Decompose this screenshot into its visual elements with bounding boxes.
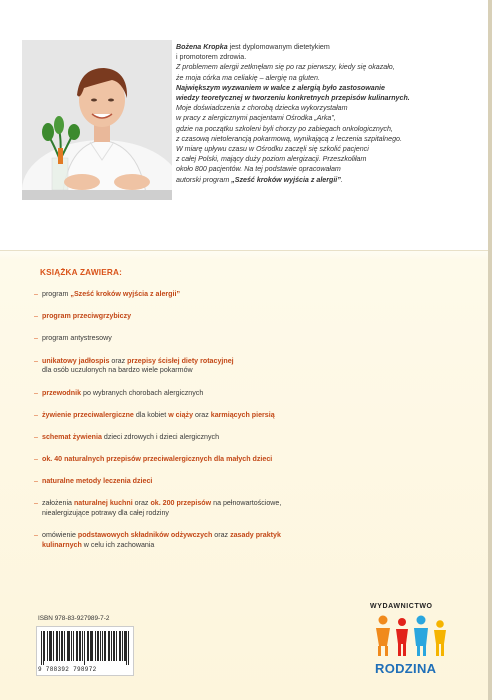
author-photo (22, 40, 172, 200)
figure-2 (396, 618, 408, 656)
barcode-bar (51, 631, 52, 661)
list-item-text: oraz (193, 410, 211, 419)
list-dash: – (34, 499, 38, 508)
bio-last-line-end: . (340, 175, 343, 184)
barcode-bar (120, 631, 121, 661)
list-item-highlight: przepisy ścisłej diety rotacyjnej (127, 356, 234, 365)
list-item-text: omówienie (42, 531, 78, 540)
list-item-highlight: przewodnik (42, 388, 82, 397)
list-item (34, 312, 454, 322)
bio-line: Z problemem alergii zetknęłam się po raz pierwszy, kiedy się okazało, (176, 63, 395, 72)
list-item-highlight: kulinarnych (42, 541, 82, 550)
list-item-text: dla kobiet (133, 410, 169, 419)
list-dash: – (34, 432, 38, 441)
list-item-highlight: program przeciwgrzybiczy (42, 312, 132, 321)
list-item (34, 455, 454, 465)
barcode-bar (84, 631, 85, 665)
list-item (34, 433, 454, 443)
list-item (34, 499, 454, 519)
publisher-logo (373, 612, 451, 658)
list-item-highlight: karmiących piersią (210, 410, 275, 419)
author-name: Bożena Kropka (176, 43, 228, 51)
barcode-bar (73, 631, 74, 661)
list-dash: – (34, 356, 38, 365)
contents-list (34, 290, 454, 563)
barcode-bar (91, 631, 92, 661)
barcode-bar (43, 631, 44, 665)
barcode-bar (114, 631, 115, 661)
barcode-bar (53, 631, 54, 661)
list-item (34, 411, 454, 421)
barcode-bar (44, 631, 45, 661)
list-dash: – (34, 312, 38, 321)
bio-intro (176, 42, 466, 52)
barcode-bar (82, 631, 83, 661)
barcode-bar (88, 631, 89, 661)
list-item (34, 357, 454, 377)
barcode-bar (56, 631, 57, 661)
figure-1 (376, 616, 390, 657)
publisher-name: RODZINA (375, 661, 437, 676)
list-item-text: oraz (132, 499, 151, 508)
barcode-bar (64, 631, 65, 661)
list-item-text: po wybranych chorobach alergicznych (81, 388, 204, 397)
bio-line: że moja córka ma celiakię – alergię na gluten. (176, 73, 320, 82)
barcode-bars (37, 627, 133, 667)
section-divider (0, 250, 488, 251)
bio-line: W miarę upływu czasu w Ośrodku zaczęli się szkolić pacjenci (176, 145, 369, 154)
list-dash: – (34, 477, 38, 486)
barcode-bar (126, 631, 127, 665)
barcode-bar (113, 631, 114, 661)
barcode-bar (62, 631, 63, 661)
list-item-highlight: unikatowy jadłospis (42, 356, 110, 365)
isbn-text: ISBN 978-83-927989-7-2 (38, 615, 110, 622)
list-item (34, 531, 454, 551)
list-item (34, 334, 454, 344)
barcode-bar (87, 631, 88, 661)
list-item-highlight: „Sześć kroków wyjścia z alergii” (70, 290, 181, 298)
list-dash: – (34, 410, 38, 419)
list-item (34, 290, 454, 300)
bio-line: około 800 pacjentów. Na tej podstawie opracowałam (176, 165, 341, 174)
bio-highlight-line: wiedzy teoretycznej w tworzeniu konkretnych przepisów kulinarnych. (176, 94, 410, 103)
list-item-text: oraz (212, 531, 231, 540)
bio-line: z czasową nietolerancją pokarmową, wynikającą z leczenia szpitalnego. (176, 134, 402, 143)
barcode-digits: 9 788392 798972 (38, 666, 97, 673)
list-item-text: program (42, 290, 71, 298)
bio-last-line (176, 175, 466, 185)
barcode-bar (95, 631, 96, 661)
barcode-bar (50, 631, 51, 661)
bio-line: w pracy z alergicznymi pacjentami Ośrodka „Arka”, (176, 114, 336, 123)
barcode-bar (79, 631, 80, 661)
author-bio (176, 42, 466, 185)
barcode-bar (109, 631, 110, 661)
barcode-bar (102, 631, 103, 661)
list-item-highlight: w ciąży (168, 410, 194, 419)
list-item-text: w celu ich zachowania (81, 541, 155, 550)
author-section (0, 0, 488, 250)
barcode-bar (61, 631, 62, 661)
barcode-bar (98, 631, 99, 661)
publisher-label: WYDAWNICTWO (370, 603, 433, 610)
list-item-highlight: żywienie przeciwalergiczne (42, 410, 134, 419)
barcode-bar (105, 631, 106, 661)
list-item-text: dla osób uczulonych na bardzo wiele pokarmów (42, 366, 193, 375)
barcode-bar (49, 631, 50, 661)
barcode-bar (104, 631, 105, 661)
bio-line: gdzie na początku szkoleni byli chorzy po zabiegach onkologicznych, (176, 124, 393, 133)
list-item-highlight: naturalne metody leczenia dzieci (42, 477, 153, 486)
list-item-highlight: ok. 40 naturalnych przepisów przeciwalergicznych dla małych dzieci (42, 455, 273, 464)
list-item-highlight: zasady praktyk (230, 531, 281, 540)
author-portrait-illustration (22, 40, 172, 200)
list-item (34, 477, 454, 487)
barcode-bar (100, 631, 101, 661)
figure-3 (414, 616, 428, 657)
program-name: „Sześć kroków wyjścia z alergii” (231, 175, 341, 184)
barcode-bar (47, 631, 48, 661)
barcode-bar (119, 631, 120, 661)
barcode-bar (71, 631, 72, 661)
list-item-highlight: schemat żywienia (42, 432, 102, 441)
list-dash: – (34, 531, 38, 540)
barcode-bar (41, 631, 42, 665)
barcode-bar (80, 631, 81, 661)
list-item-text: założenia (42, 499, 74, 508)
barcode-bar (57, 631, 58, 661)
bio-intro-line-2: i promotorem zdrowia. (176, 53, 247, 62)
list-item-text: oraz (109, 356, 128, 365)
bio-line: z całej Polski, mający duży poziom alergizacji. Przeszkoliłam (176, 155, 367, 164)
bio-intro-text: jest dyplomowanym dietetykiem (227, 43, 330, 51)
list-item-highlight: ok. 200 przepisów (150, 499, 212, 508)
list-item (34, 389, 454, 399)
barcode-bar (59, 631, 60, 661)
list-dash: – (34, 334, 38, 343)
bio-highlight-line: Największym wyzwaniem w walce z alergią było zastosowanie (176, 83, 385, 92)
contents-heading: KSIĄŻKA ZAWIERA: (40, 268, 123, 277)
list-item-text: dzieci zdrowych i dzieci alergicznych (101, 432, 220, 441)
list-dash: – (34, 290, 38, 298)
barcode-bar (76, 631, 77, 661)
barcode-bar (68, 631, 69, 661)
bio-line: Moje doświadczenia z chorobą dziecka wykorzystałam (176, 104, 348, 113)
barcode-bar (69, 631, 70, 661)
list-item-text: na pełnowartościowe, (211, 499, 282, 508)
barcode-bar (67, 631, 68, 661)
barcode-bar (92, 631, 93, 661)
barcode-bar (90, 631, 91, 661)
list-dash: – (34, 388, 38, 397)
barcode-bar (111, 631, 112, 661)
barcode-bar (77, 631, 78, 661)
list-item-highlight: naturalnej kuchni (73, 499, 133, 508)
list-item-highlight: podstawowych składników odżywczych (77, 531, 213, 540)
barcode-bar (108, 631, 109, 661)
list-dash: – (34, 455, 38, 464)
barcode-bar (125, 631, 126, 661)
figure-4 (434, 620, 446, 656)
barcode-bar (116, 631, 117, 661)
barcode-bar (122, 631, 123, 661)
barcode-bar (128, 631, 129, 665)
list-item-text: niealergizujące potrawy dla całej rodziny (42, 509, 169, 518)
barcode-bar (124, 631, 125, 661)
bio-last-line-text: autorski program (176, 175, 232, 184)
barcode-bar (97, 631, 98, 661)
list-item-text: program antystresowy (42, 334, 112, 343)
